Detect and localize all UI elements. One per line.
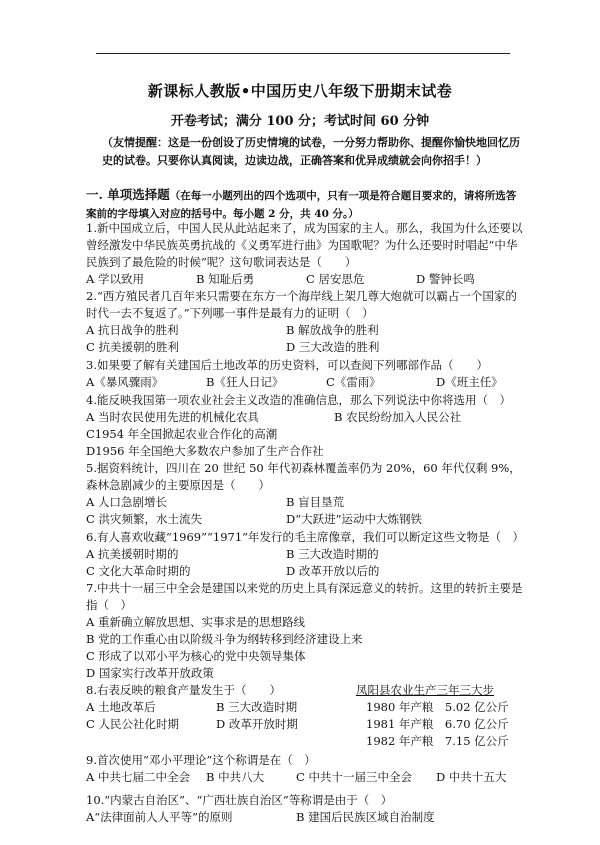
question-8-stem: 8.右表反映的粮食产量发生于（ ） [86, 683, 281, 697]
q8-option-b[interactable]: B 三大改造时期 [216, 700, 298, 714]
grain-table-row-1980: 1980 年产粮 5.02 亿公斤 [366, 700, 509, 714]
q9-option-a[interactable]: A 中共七届二中全会 [86, 770, 190, 784]
q7-option-a[interactable]: A 重新确立解放思想、实事求是的思想路线 [86, 615, 305, 629]
question-10-options [86, 809, 526, 826]
q5-option-a[interactable]: A 人口急剧增长 [86, 495, 167, 509]
q8-option-d[interactable]: D 改革开放时期 [216, 717, 298, 731]
q6-option-d[interactable]: D 改革开放以后的 [286, 564, 380, 578]
question-2-options-row2 [86, 339, 526, 356]
q2-option-d[interactable]: D 三大改造的胜利 [286, 340, 380, 354]
question-3-stem: 3.如果要了解有关建国后土地改革的历史资料，可以查阅下列哪部作品（ ） [86, 358, 488, 372]
grain-table-row-1982: 1982 年产粮 7.15 亿公斤 [366, 734, 509, 748]
section-heading: 一. 单项选择题 [86, 187, 170, 202]
q4-option-c[interactable]: C1954 年全国掀起农业合作化的高潮 [86, 427, 278, 441]
q7-option-d[interactable]: D 国家实行改革开放政策 [86, 666, 214, 680]
question-4-stem: 4.能反映我国第一项农业社会主义改造的准确信息，那么下列说法中你将选用（ ） [86, 393, 511, 407]
q5-option-d[interactable]: D“大跃进”运动中大炼钢铁 [286, 512, 422, 526]
q3-option-a[interactable]: A《暴风骤雨》 [86, 375, 164, 389]
q2-option-a[interactable]: A 抗日战争的胜利 [86, 323, 179, 337]
question-1-options [86, 271, 526, 288]
q9-option-b[interactable]: B 中共八大 [206, 770, 265, 784]
q9-option-d[interactable]: D 中共十五大 [436, 770, 507, 784]
grain-table-row-1981: 1981 年产粮 6.70 亿公斤 [366, 717, 509, 731]
q4-option-b[interactable]: B 农民纷纷加入人民公社 [334, 410, 462, 424]
question-3-options [86, 374, 526, 391]
question-7-stem: 7.中共十一届三中全会是建国以来党的历史上具有深远意义的转折。这里的转折主要是指（ ） [86, 581, 523, 612]
header-rule [96, 53, 510, 54]
q5-option-c[interactable]: C 洪灾频繁，水土流失 [86, 512, 202, 526]
q7-option-c[interactable]: C 形成了以邓小平为核心的党中央领导集体 [86, 649, 306, 663]
exam-tips: （友情提醒：这是一份创设了历史情境的试卷，一分努力帮助你、提醒你愉快地回忆历史的试卷。只要你认真阅读，边读边战，正确答案和优异成绩就会向你招手！） [102, 136, 520, 167]
question-5-options-row2 [86, 511, 526, 528]
question-5-options-row1 [86, 494, 526, 511]
q8-option-a[interactable]: A 土地改革后 [86, 700, 156, 714]
q1-option-c[interactable]: C 居安思危 [306, 272, 365, 286]
q3-option-d[interactable]: D《班主任》 [436, 375, 503, 389]
question-6-stem: 6.有人喜欢收藏“1969”“1971”年发行的毛主席像章，我们可以断定这些文物是（ ） [86, 530, 525, 544]
question-6-options-row1 [86, 546, 526, 563]
q3-option-b[interactable]: B《狂人日记》 [206, 375, 284, 389]
q7-option-b[interactable]: B 党的工作重心由以阶级斗争为纲转移到经济建设上来 [86, 632, 363, 646]
section-note: （在每一小题列出的四个选项中，只有一项是符合题目要求的，请将所选答案前的字母填入对应的括号中。每小题 2 分，共 40 分。） [86, 190, 517, 220]
q4-option-d[interactable]: D1956 年全国绝大多数农户参加了生产合作社 [86, 444, 324, 458]
q2-option-b[interactable]: B 解放战争的胜利 [286, 323, 379, 337]
q1-option-d[interactable]: D 警钟长鸣 [416, 272, 475, 286]
question-8-options-row1 [86, 699, 346, 716]
question-9-options [86, 769, 526, 786]
exam-subtitle: 开卷考试；满分 100 分；考试时间 60 分钟 [170, 114, 430, 129]
q6-option-b[interactable]: B 三大改造时期的 [286, 547, 379, 561]
q8-option-c[interactable]: C 人民公社化时期 [86, 717, 179, 731]
q10-option-b[interactable]: B 建国后民族区域自治制度 [296, 810, 435, 824]
exam-title: 新课标人教版•中国历史八年级下册期末试卷 [147, 82, 453, 100]
grain-table-title: 凤阳县农业生产三年三大步 [356, 683, 494, 697]
q6-option-c[interactable]: C 文化大革命时期的 [86, 564, 191, 578]
q3-option-c[interactable]: C《雷雨》 [326, 375, 381, 389]
question-9-stem: 9.首次使用“邓小平理论”这个称谓是在（ ） [86, 753, 316, 767]
question-10-stem: 10.“内蒙古自治区”、“广西壮族自治区”等称谓是由于（ ） [86, 793, 393, 807]
q5-option-b[interactable]: B 盲目垦荒 [286, 495, 345, 509]
q1-option-b[interactable]: B 知耻后勇 [196, 272, 255, 286]
question-5-stem: 5.据资料统计，四川在 20 世纪 50 年代初森林覆盖率仍为 20%，60 年代仅剩 9%，森林急剧减少的主要原因是（ ） [86, 461, 521, 492]
q9-option-c[interactable]: C 中共十一届三中全会 [296, 770, 412, 784]
q10-option-a[interactable]: A“法律面前人人平等”的原则 [86, 810, 233, 824]
q4-option-a[interactable]: A 当时农民使用先进的机械化农具 [86, 410, 259, 424]
question-8-options-row2 [86, 716, 346, 733]
question-6-options-row2 [86, 563, 526, 580]
question-1-stem: 1.新中国成立后，中国人民从此站起来了，成为国家的主人。那么，我国为什么还要以曾经激发中华民族英勇抗战的《义勇军进行曲》为国歌呢？为什么还要时时唱起“中华民族到了最危险的时候”呢？这句歌词表达是（ ） [86, 221, 523, 269]
question-2-options-row1 [86, 322, 526, 339]
q6-option-a[interactable]: A 抗美援朝时期的 [86, 547, 179, 561]
q2-option-c[interactable]: C 抗美援朝的胜利 [86, 340, 179, 354]
section-1-header [86, 186, 526, 223]
question-4-options-row1 [86, 409, 526, 426]
question-2-stem: 2.“西方殖民者几百年来只需要在东方一个海岸线上架几尊大炮就可以霸占一个国家的时代一去不复返了。”下列哪一事件是最有力的证明（ ） [86, 289, 517, 320]
grain-output-table [356, 682, 516, 750]
q1-option-a[interactable]: A 学以致用 [86, 272, 144, 286]
